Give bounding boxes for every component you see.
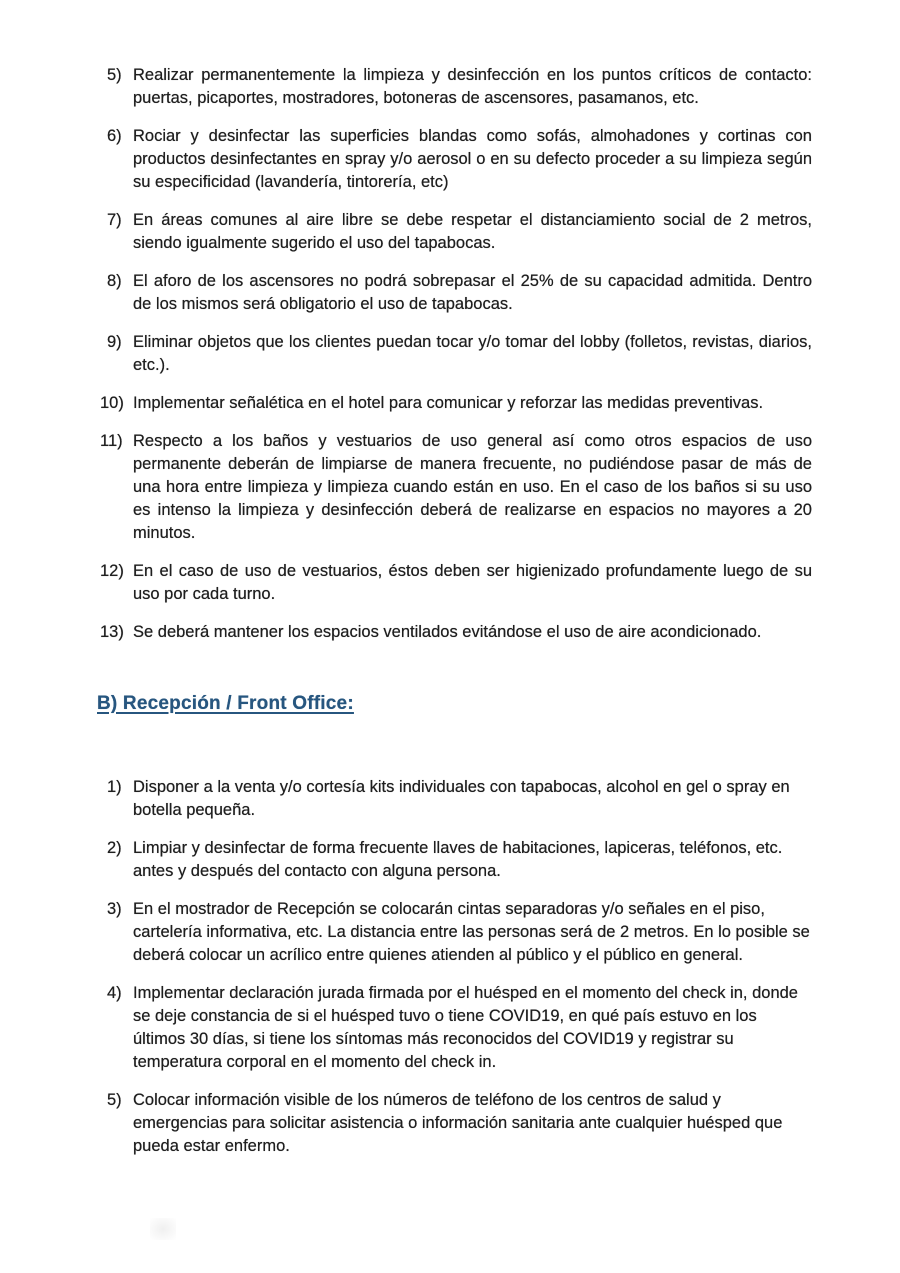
list-item [97, 430, 812, 545]
item-number: 10) [100, 394, 124, 412]
list-item [97, 392, 812, 415]
list-item [97, 898, 812, 967]
list-item [97, 837, 812, 883]
list-item [97, 982, 812, 1074]
item-number: 11) [100, 432, 123, 450]
item-text: Respecto a los baños y vestuarios de uso general así como otros espacios de uso permanente deberán de limpiarse de manera frecuente, no pudiéndose pasar de más de una hora entre limpieza y limpieza cuando están en uso. En el caso de los baños si su uso es intenso la limpieza y desinfección deberá de realizarse en espacios no mayores a 20 minutos. [133, 432, 812, 542]
item-text: Limpiar y desinfectar de forma frecuente llaves de habitaciones, lapiceras, teléfonos, etc. antes y después del contacto con alguna persona. [133, 839, 783, 880]
item-number: 8) [107, 272, 122, 290]
item-text: En áreas comunes al aire libre se debe respetar el distanciamiento social de 2 metros, siendo igualmente sugerido el uso del tapabocas. [133, 211, 812, 252]
item-text: Implementar declaración jurada firmada por el huésped en el momento del check in, donde se deje constancia de si el huésped tuvo o tiene COVID19, en qué país estuvo en los últimos 30 días, si tiene los síntomas más reconocidos del COVID19 y registrar su temperatura corporal en el momento del check in. [133, 984, 798, 1071]
list-item [97, 1089, 812, 1158]
item-number: 3) [107, 900, 122, 918]
section-a-list [97, 64, 812, 644]
item-text: El aforo de los ascensores no podrá sobrepasar el 25% de su capacidad admitida. Dentro de los mismos será obligatorio el uso de tapabocas. [133, 272, 812, 313]
item-number: 6) [107, 127, 122, 145]
item-text: Implementar señalética en el hotel para comunicar y reforzar las medidas preventivas. [133, 394, 764, 412]
list-item [97, 331, 812, 377]
list-item [97, 125, 812, 194]
item-text: Colocar información visible de los números de teléfono de los centros de salud y emergencias para solicitar asistencia o información sanitaria ante cualquier huésped que pueda estar enfermo. [133, 1091, 783, 1155]
item-text: Disponer a la venta y/o cortesía kits individuales con tapabocas, alcohol en gel o spray en botella pequeña. [133, 778, 790, 819]
list-item [97, 270, 812, 316]
item-text: En el caso de uso de vestuarios, éstos deben ser higienizado profundamente luego de su uso por cada turno. [133, 562, 812, 603]
item-number: 1) [107, 778, 122, 796]
list-item [97, 560, 812, 606]
item-number: 5) [107, 1091, 122, 1109]
list-item [97, 776, 812, 822]
item-text: Rociar y desinfectar las superficies blandas como sofás, almohadones y cortinas con productos desinfectantes en spray y/o aerosol o en su defecto proceder a su limpieza según su especificidad (lavandería, tintorería, etc) [133, 127, 812, 191]
scan-smudge-artifact [150, 1218, 176, 1240]
list-item [97, 621, 812, 644]
item-text: Eliminar objetos que los clientes puedan tocar y/o tomar del lobby (folletos, revistas, diarios, etc.). [133, 333, 812, 374]
list-item [97, 209, 812, 255]
item-text: Realizar permanentemente la limpieza y desinfección en los puntos críticos de contacto: puertas, picaportes, mostradores, botoneras de ascensores, pasamanos, etc. [133, 66, 812, 107]
item-number: 4) [107, 984, 122, 1002]
item-number: 5) [107, 66, 122, 84]
list-item [97, 64, 812, 110]
item-text: Se deberá mantener los espacios ventilados evitándose el uso de aire acondicionado. [133, 623, 762, 641]
item-number: 7) [107, 211, 122, 229]
item-number: 13) [100, 623, 124, 641]
item-number: 12) [100, 562, 124, 580]
item-text: En el mostrador de Recepción se colocarán cintas separadoras y/o señales en el piso, cartelería informativa, etc. La distancia entre las personas será de 2 metros. En lo posible se deberá colocar un acrílico entre quienes atienden al público y el público en general. [133, 900, 810, 964]
section-b-list [97, 776, 812, 1158]
section-heading-recepcion: B) Recepción / Front Office: [97, 693, 354, 714]
item-number: 9) [107, 333, 122, 351]
item-number: 2) [107, 839, 122, 857]
